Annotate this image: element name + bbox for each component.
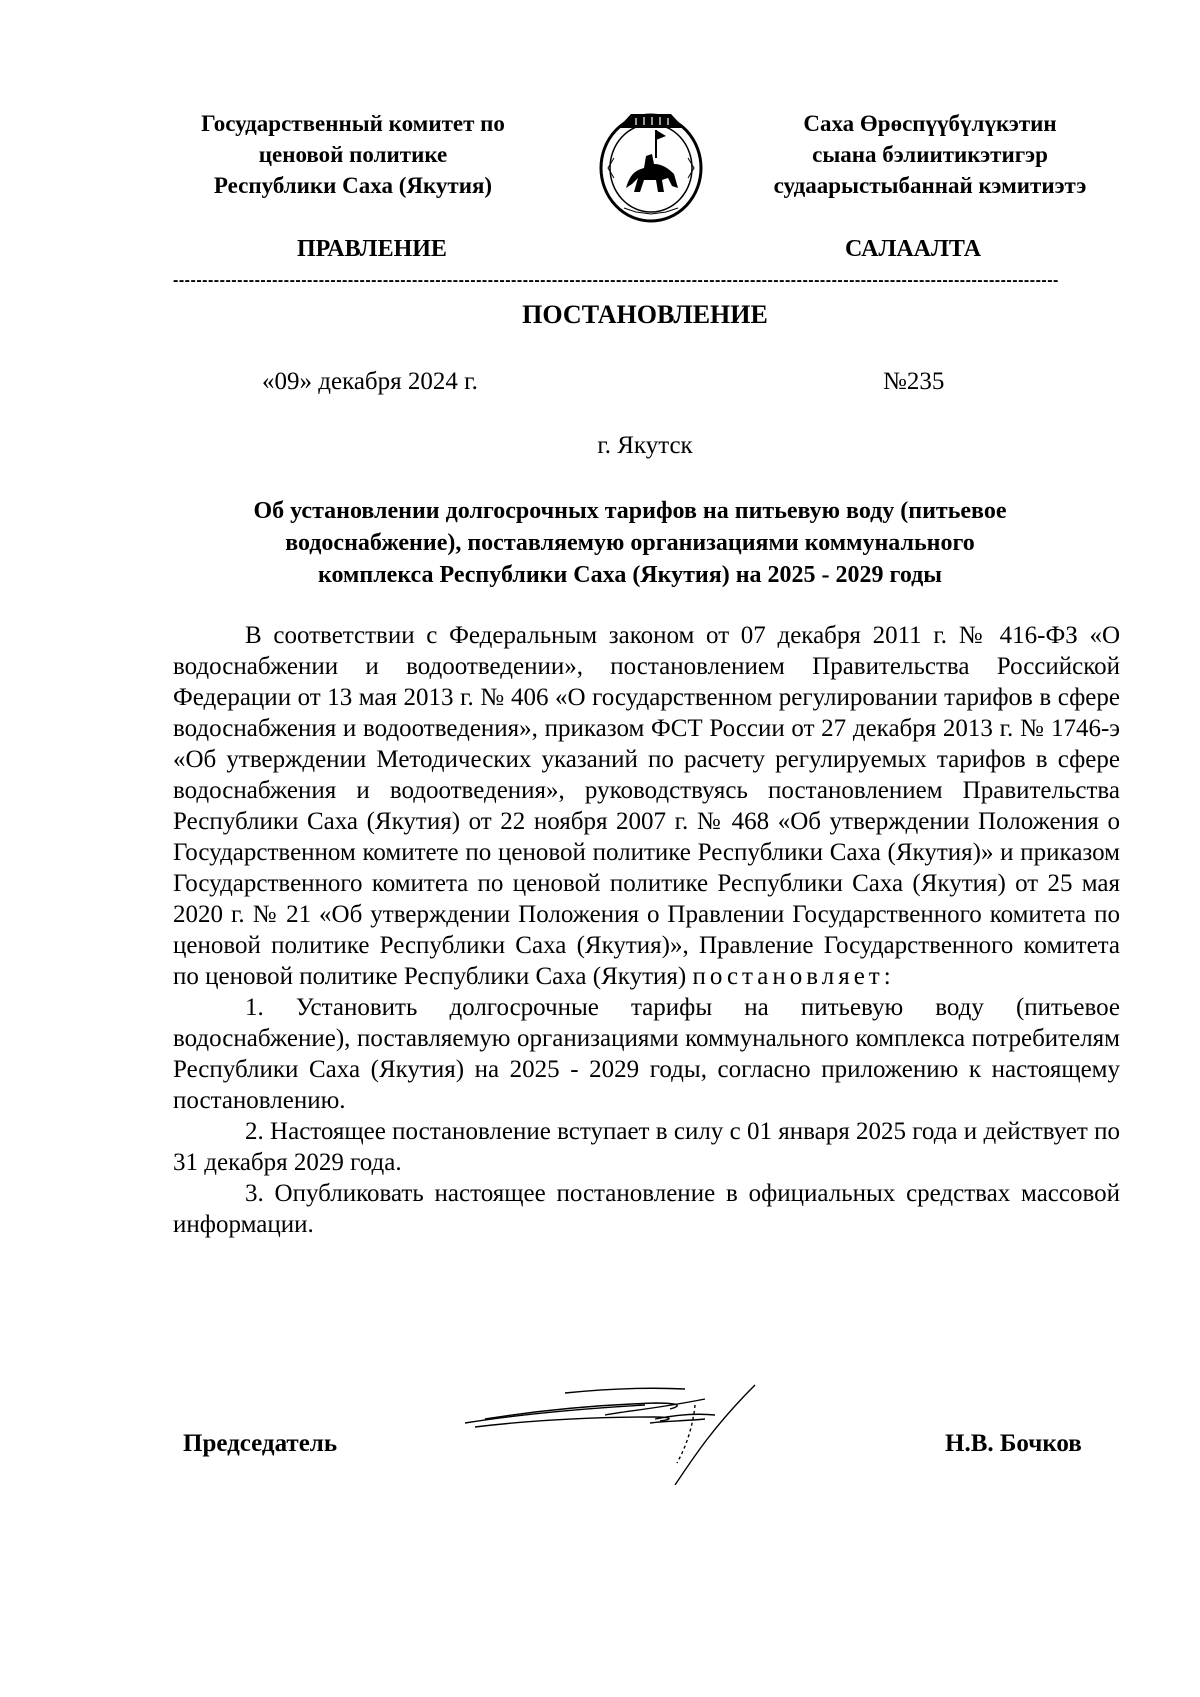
- issuer-line: Государственный комитет по: [201, 111, 505, 136]
- resolves-word: постановляет:: [692, 963, 895, 990]
- document-date: «09» декабря 2024 г.: [262, 368, 478, 395]
- board-label-sah: САЛААЛТА: [845, 236, 982, 262]
- signatory-position: Председатель: [183, 1430, 338, 1457]
- item-1: 1. Установить долгосрочные тарифы на питьевую воду (питьевое водоснабжение), поставляемую организациями коммунального комплекса потребителям Республики Саха (Якутия) на 2025 - 2029 годы, согласно приложению к настоящему постановлению.: [173, 994, 1120, 1114]
- document-type: ПОСТАНОВЛЕНИЕ: [522, 300, 768, 329]
- board-label-ru: ПРАВЛЕНИЕ: [297, 236, 447, 262]
- header-separator: --------------------------------------------------------------------------------------------------------------------------------------------------------: [173, 274, 1059, 288]
- issuer-line: ценовой политике: [258, 142, 448, 167]
- document-title: [180, 495, 1080, 591]
- document-city: г. Якутск: [597, 432, 693, 459]
- signatory-name: Н.В. Бочков: [945, 1430, 1082, 1457]
- issuer-line: Республики Саха (Якутия): [213, 173, 493, 198]
- preamble-text: В соответствии с Федеральным законом от 07 декабря 2011 г. № 416-ФЗ «О водоснабжении и водоотведении», постановлением Правительства Российской Федерации от 13 мая 2013 г. № 406 «О государственном регулировании тарифов в сфере водоснабжения и водоотведения», приказом ФСТ России от 27 декабря 2013 г. № 1746-э «Об утверждении Методических указаний по расчету регулируемых тарифов в сфере водоснабжения и водоотведения», руководствуясь постановлением Правительства Республики Саха (Якутия) от 22 ноября 2007 г. № 468 «Об утверждении Положения о Государственном комитете по ценовой политике Республики Саха (Якутия)» и приказом Государственного комитета по ценовой политике Республики Саха (Якутия) от 25 мая 2020 г. № 21 «Об утверждении Положения о Правлении Государственного комитета по ценовой политике Республики Саха (Якутия)», Правление Государственного комитета по ценовой политике Республики Саха (Якутия): [173, 622, 1120, 990]
- preamble-paragraph: [173, 620, 1120, 992]
- item-2: 2. Настоящее постановление вступает в силу с 01 января 2025 года и действует по 31 декабря 2029 года.: [173, 1118, 1120, 1176]
- coat-of-arms-emblem: [596, 108, 706, 224]
- item-3: 3. Опубликовать настоящее постановление в официальных средствах массовой информации.: [173, 1180, 1120, 1238]
- title-line: Об установлении долгосрочных тарифов на питьевую воду (питьевое: [253, 498, 1007, 524]
- document-body: [173, 620, 1120, 1240]
- document-number: №235: [883, 368, 945, 395]
- issuer-name-sah: [720, 108, 1140, 201]
- handwritten-signature: [455, 1375, 785, 1485]
- issuer-line: судаарыстыбаннай кэмитиэтэ: [773, 173, 1087, 198]
- title-line: комплекса Республики Саха (Якутия) на 2025 - 2029 годы: [317, 562, 943, 588]
- issuer-line: сыана бэлиитикэтигэр: [812, 142, 1048, 167]
- issuer-name-ru: [143, 108, 563, 201]
- title-line: водоснабжение), поставляемую организациями коммунального: [285, 530, 975, 556]
- issuer-line: Саха Өрөспүүбүлүкэтин: [803, 111, 1057, 136]
